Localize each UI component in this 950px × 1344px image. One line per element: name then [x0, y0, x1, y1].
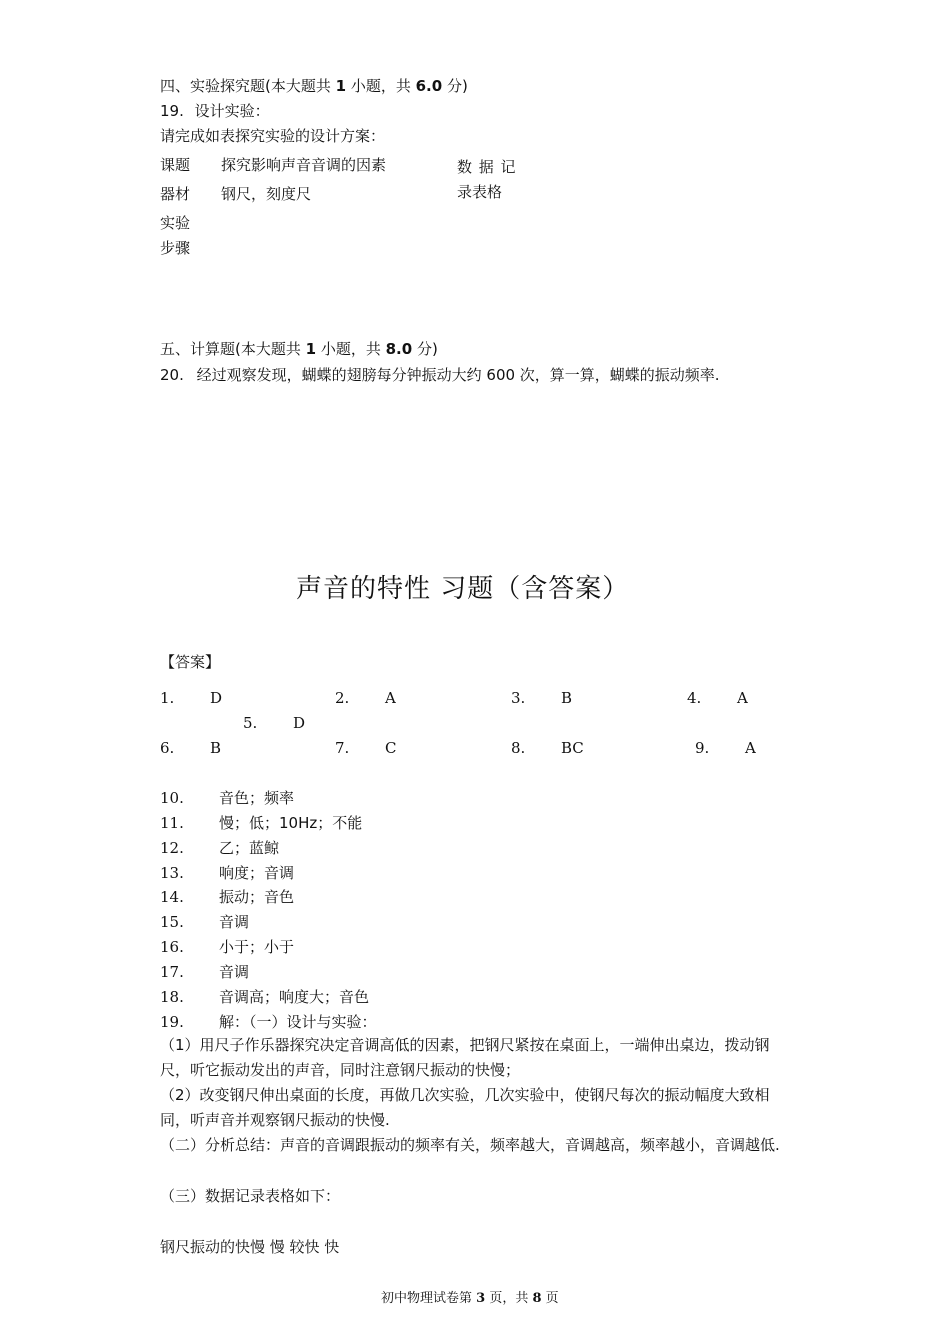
equipment-label: 器材: [160, 185, 191, 203]
fill-answer-17: 17. 音调: [160, 963, 250, 981]
choice-answer-1: 1. D: [160, 689, 223, 707]
choice-answer-3: 3. B: [511, 689, 573, 707]
record-label-1: 数 据 记: [457, 158, 517, 176]
choice-answer-6: 6. B: [160, 739, 222, 757]
q19-number: 19.: [160, 102, 184, 120]
fill-answer-13: 13. 响度；音调: [160, 864, 295, 882]
choice-answer-2: 2. A: [335, 689, 396, 707]
q20-number: 20.: [160, 366, 184, 384]
section5-heading: 五、计算题(本大题共 1 小题，共 8.0 分): [160, 340, 438, 358]
answer-header: 【答案】: [160, 653, 221, 671]
solution19-para1: （1）用尺子作乐器探究决定音调高低的因素，把钢尺紧按在桌面上，一端伸出桌边，拨动钢尺，听它振动发出的声音，同时注意钢尺振动的快慢；: [160, 1036, 770, 1079]
choice-answer-8: 8. BC: [511, 739, 584, 757]
solution19-para4: （三）数据记录表格如下：: [160, 1187, 341, 1205]
section4-heading: 四、实验探究题(本大题共 1 小题，共 6.0 分): [160, 77, 468, 95]
topic-label: 课题: [160, 156, 191, 174]
q20-line: [160, 365, 720, 385]
choice-answer-9: 9. A: [695, 739, 756, 757]
choice-answer-4: 4. A: [687, 689, 748, 707]
solution19-para2: （2）改变钢尺伸出桌面的长度，再做几次实验，几次实验中，使钢尺每次的振动幅度大致相同，听声音并观察钢尺振动的快慢.: [160, 1086, 770, 1129]
q19-line: [160, 101, 270, 121]
fill-answer-10: 10. 音色；频率: [160, 789, 295, 807]
choice-answer-7: 7. C: [335, 739, 397, 757]
equipment-value: 钢尺，刻度尺: [221, 185, 312, 203]
solution19-table-row: 钢尺振动的快慢 慢 较快 快: [160, 1238, 340, 1256]
fill-answer-12: 12. 乙；蓝鲸: [160, 839, 280, 857]
record-label-2: 录表格: [457, 183, 503, 201]
fill-answer-14: 14. 振动；音色: [160, 888, 295, 906]
steps-label-1: 实验: [160, 214, 191, 232]
q20-text: 经过观察发现，蝴蝶的翅膀每分钟振动大约 600 次，算一算，蝴蝶的振动频率.: [196, 366, 720, 384]
fill-answer-16: 16. 小于；小于: [160, 938, 295, 956]
q19-text: 设计实验：: [194, 102, 270, 120]
steps-label-2: 步骤: [160, 239, 191, 257]
page-footer: 初中物理试卷第 3 页，共 8 页: [381, 1291, 559, 1306]
fill-answer-19: 19. 解：（一）设计与实验：: [160, 1013, 377, 1031]
q19-prompt: 请完成如表探究实验的设计方案：: [160, 127, 386, 145]
solution19-para3: （二）分析总结：声音的音调跟振动的频率有关，频率越大，音调越高，频率越小，音调越低.: [160, 1136, 780, 1154]
topic-value: 探究影响声音音调的因素: [221, 156, 387, 174]
choice-answer-5: 5. D: [243, 714, 306, 732]
fill-answer-18: 18. 音调高；响度大；音色: [160, 988, 370, 1006]
answer-title: 声音的特性 习题（含答案）: [296, 574, 630, 604]
fill-answer-11: 11. 慢；低；10Hz；不能: [160, 814, 363, 832]
fill-answer-15: 15. 音调: [160, 913, 250, 931]
